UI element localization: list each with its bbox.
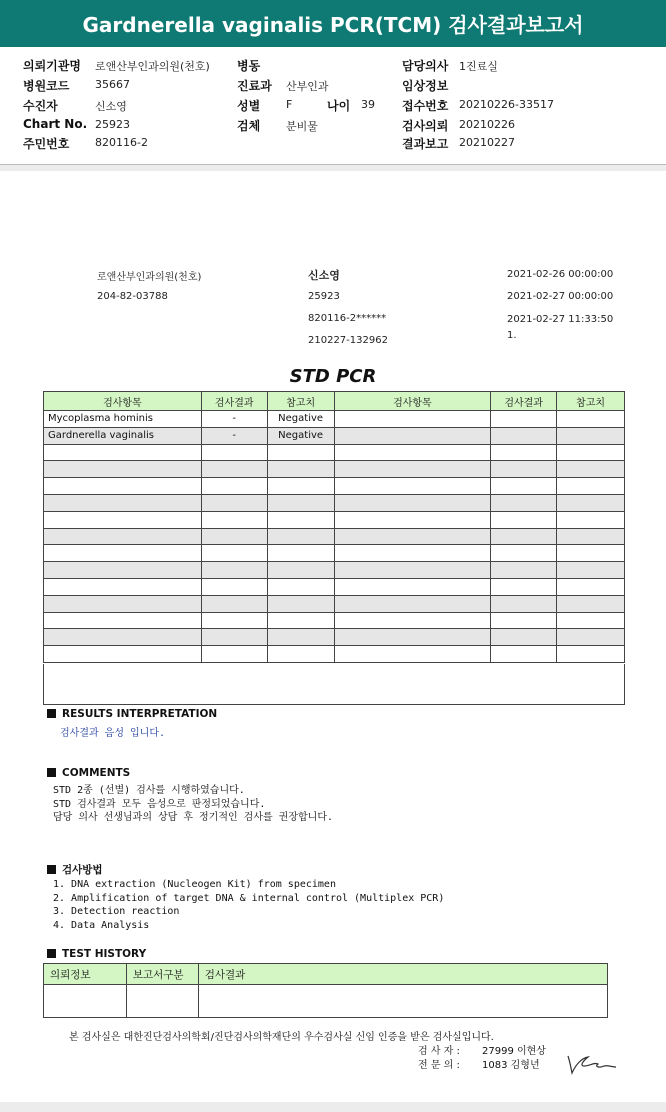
result-cell: - (201, 411, 267, 428)
reference-cell: Negative (267, 427, 334, 444)
tester-label: 검 사 자 : (418, 1046, 460, 1057)
method-line: 3. Detection reaction (53, 906, 180, 917)
history-heading: TEST HISTORY (47, 948, 146, 960)
resident-no-value: 820116-2 (95, 136, 148, 149)
meta-date-3-suffix: 1. (507, 330, 517, 341)
specimen-label: 검체 (237, 119, 261, 133)
department-value: 산부인과 (286, 80, 329, 93)
age-value: 39 (361, 98, 375, 111)
col-header: 검사항목 (334, 392, 491, 411)
comments-section (47, 767, 333, 822)
empty-row (44, 646, 625, 663)
method-line: 1. DNA extraction (Nucleogen Kit) from specimen (53, 879, 336, 890)
results-header-row (44, 392, 625, 411)
resident-no-label: 주민번호 (23, 137, 70, 151)
empty-row (44, 545, 625, 562)
empty-row (44, 528, 625, 545)
square-bullet-icon (47, 768, 56, 777)
specialist-value: 1083 김형년 (482, 1060, 540, 1071)
request-date-label: 검사의뢰 (402, 119, 449, 133)
results-table (43, 391, 625, 663)
comment-line: 담당 의사 선생님과의 상담 후 정기적인 검사를 권장합니다. (53, 812, 334, 823)
doctor-label: 담당의사 (402, 59, 449, 73)
meta-chart: 25923 (308, 291, 340, 302)
interpretation-text: 검사결과 음성 입니다. (60, 728, 166, 739)
department-label: 진료과 (237, 79, 272, 93)
meta-business-no: 204-82-03788 (97, 291, 168, 302)
method-line: 2. Amplification of target DNA & internal control (Multiplex PCR) (53, 892, 445, 904)
empty-row (44, 478, 625, 495)
report-date-label: 결과보고 (402, 137, 449, 151)
empty-row (44, 511, 625, 528)
result-cell: - (201, 427, 267, 444)
hospital-code-value: 35667 (95, 78, 130, 91)
clinical-info-label: 임상정보 (402, 79, 449, 93)
test-name-cell (334, 427, 491, 444)
comments-heading: COMMENTS (47, 767, 333, 779)
institution-value: 로앤산부인과의원(천호) (95, 60, 210, 73)
meta-resident-no: 820116-2****** (308, 313, 387, 324)
meta-date-1: 2021-02-26 00:00:00 (507, 269, 614, 280)
table-row (44, 411, 625, 428)
col-header: 참고치 (267, 392, 334, 411)
empty-row (44, 595, 625, 612)
col-header: 보고서구분 (126, 964, 198, 985)
interpretation-section (47, 708, 217, 739)
history-table (43, 963, 608, 1018)
ward-label: 병동 (237, 59, 261, 73)
meta-patient: 신소영 (308, 269, 340, 282)
patient-value: 신소영 (95, 100, 127, 113)
results-table-footer-box (43, 664, 625, 705)
sex-label: 성별 (237, 99, 261, 113)
patient-label: 수진자 (23, 99, 58, 113)
col-header: 검사결과 (198, 964, 607, 985)
report-date-value: 20210227 (459, 136, 515, 149)
empty-row (44, 494, 625, 511)
comment-line: STD 검사결과 모두 음성으로 판정되었습니다. (53, 798, 266, 810)
specimen-value: 분비물 (286, 120, 318, 133)
meta-date-2: 2021-02-27 00:00:00 (507, 291, 614, 302)
request-date-value: 20210226 (459, 118, 515, 131)
section-title: STD PCR (289, 366, 377, 387)
age-label: 나이 (327, 99, 351, 113)
header-info (0, 47, 666, 165)
test-name-cell: Mycoplasma hominis (44, 411, 202, 428)
result-cell (491, 427, 557, 444)
col-header: 의뢰정보 (44, 964, 127, 985)
institution-label: 의뢰기관명 (23, 59, 81, 73)
empty-row (44, 562, 625, 579)
col-header: 검사항목 (44, 392, 202, 411)
square-bullet-icon (47, 865, 56, 874)
square-bullet-icon (47, 949, 56, 958)
header-divider (0, 165, 666, 171)
comment-line: STD 2종 (선별) 검사를 시행하였습니다. (53, 785, 245, 796)
meta-date-3: 2021-02-27 11:33:50 (507, 314, 614, 325)
empty-row (44, 461, 625, 478)
reference-cell: Negative (267, 411, 334, 428)
hospital-code-label: 병원코드 (23, 79, 70, 93)
empty-row (44, 612, 625, 629)
test-name-cell: Gardnerella vaginalis (44, 427, 202, 444)
report-title-bar (0, 0, 666, 47)
meta-clinic: 로앤산부인과의원(천호) (97, 272, 202, 283)
col-header: 검사결과 (201, 392, 267, 411)
test-name-cell (334, 411, 491, 428)
chart-no-value: 25923 (95, 118, 130, 131)
specialist-label: 전 문 의 : (418, 1060, 460, 1071)
method-section (47, 862, 444, 933)
certification-text: 본 검사실은 대한진단검사의학회/진단검사의학재단의 우수검사실 신임 인증을 받은 검사실입니다. (69, 1032, 494, 1043)
table-row (44, 985, 608, 1018)
tester-value: 27999 이현상 (482, 1046, 546, 1057)
bottom-divider (0, 1102, 666, 1112)
method-heading: 검사방법 (47, 862, 444, 877)
signature-image (564, 1052, 620, 1076)
col-header: 참고치 (557, 392, 625, 411)
meta-receipt: 210227-132962 (308, 335, 388, 346)
interpretation-heading: RESULTS INTERPRETATION (47, 708, 217, 720)
square-bullet-icon (47, 709, 56, 718)
reference-cell (557, 411, 625, 428)
table-row (44, 427, 625, 444)
method-line: 4. Data Analysis (53, 919, 150, 931)
result-cell (491, 411, 557, 428)
history-section (47, 948, 146, 960)
history-header-row (44, 964, 608, 985)
empty-row (44, 444, 625, 461)
reference-cell (557, 427, 625, 444)
sex-value: F (286, 98, 293, 111)
receipt-no-label: 접수번호 (402, 99, 449, 113)
empty-row (44, 578, 625, 595)
chart-no-label: Chart No. (23, 117, 88, 131)
col-header: 검사결과 (491, 392, 557, 411)
report-title: Gardnerella vaginalis PCR(TCM) 검사결과보고서 (82, 13, 584, 37)
empty-row (44, 629, 625, 646)
receipt-no-value: 20210226-33517 (459, 98, 554, 111)
doctor-value: 1진료실 (459, 60, 498, 73)
